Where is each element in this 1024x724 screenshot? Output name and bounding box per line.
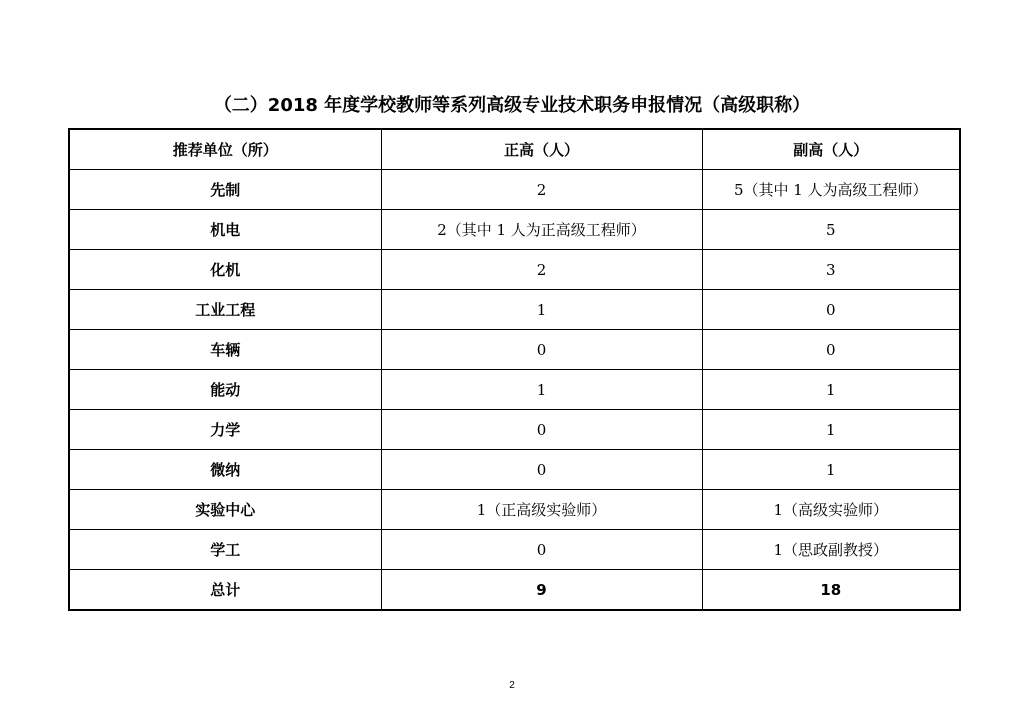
associate-cell: 1	[702, 450, 960, 490]
document-title: （二）2018 年度学校教师等系列高级专业技术职务申报情况（高级职称）	[213, 95, 811, 116]
associate-cell: 1	[702, 410, 960, 450]
senior-cell: 0	[381, 410, 702, 450]
senior-cell: 1	[381, 370, 702, 410]
table-row	[69, 210, 960, 250]
unit-cell: 机电	[69, 210, 381, 250]
associate-cell: 0	[702, 330, 960, 370]
unit-cell: 学工	[69, 530, 381, 570]
senior-cell: 0	[381, 530, 702, 570]
senior-cell: 2	[381, 170, 702, 210]
application-stats-table	[68, 128, 961, 611]
table-row	[69, 370, 960, 410]
table-row	[69, 250, 960, 290]
unit-cell: 车辆	[69, 330, 381, 370]
associate-cell: 5（其中 1 人为高级工程师）	[702, 170, 960, 210]
senior-cell: 1（正高级实验师）	[381, 490, 702, 530]
header-unit: 推荐单位（所）	[69, 129, 381, 170]
unit-cell: 化机	[69, 250, 381, 290]
total-senior: 9	[381, 570, 702, 611]
table-row	[69, 330, 960, 370]
associate-cell: 1	[702, 370, 960, 410]
header-associate: 副高（人）	[702, 129, 960, 170]
senior-cell: 1	[381, 290, 702, 330]
unit-cell: 工业工程	[69, 290, 381, 330]
associate-cell: 3	[702, 250, 960, 290]
unit-cell: 微纳	[69, 450, 381, 490]
table-header-row	[69, 129, 960, 170]
table-row	[69, 410, 960, 450]
unit-cell: 先制	[69, 170, 381, 210]
total-label: 总计	[69, 570, 381, 611]
table-row	[69, 530, 960, 570]
table-row	[69, 490, 960, 530]
unit-cell: 实验中心	[69, 490, 381, 530]
associate-cell: 1（高级实验师）	[702, 490, 960, 530]
table-row	[69, 290, 960, 330]
senior-cell: 2（其中 1 人为正高级工程师）	[381, 210, 702, 250]
total-row	[69, 570, 960, 611]
unit-cell: 能动	[69, 370, 381, 410]
senior-cell: 0	[381, 330, 702, 370]
page-number: 2	[509, 680, 515, 691]
table-row	[69, 170, 960, 210]
header-senior: 正高（人）	[381, 129, 702, 170]
associate-cell: 5	[702, 210, 960, 250]
senior-cell: 0	[381, 450, 702, 490]
senior-cell: 2	[381, 250, 702, 290]
associate-cell: 1（思政副教授）	[702, 530, 960, 570]
associate-cell: 0	[702, 290, 960, 330]
table-row	[69, 450, 960, 490]
total-associate: 18	[702, 570, 960, 611]
unit-cell: 力学	[69, 410, 381, 450]
